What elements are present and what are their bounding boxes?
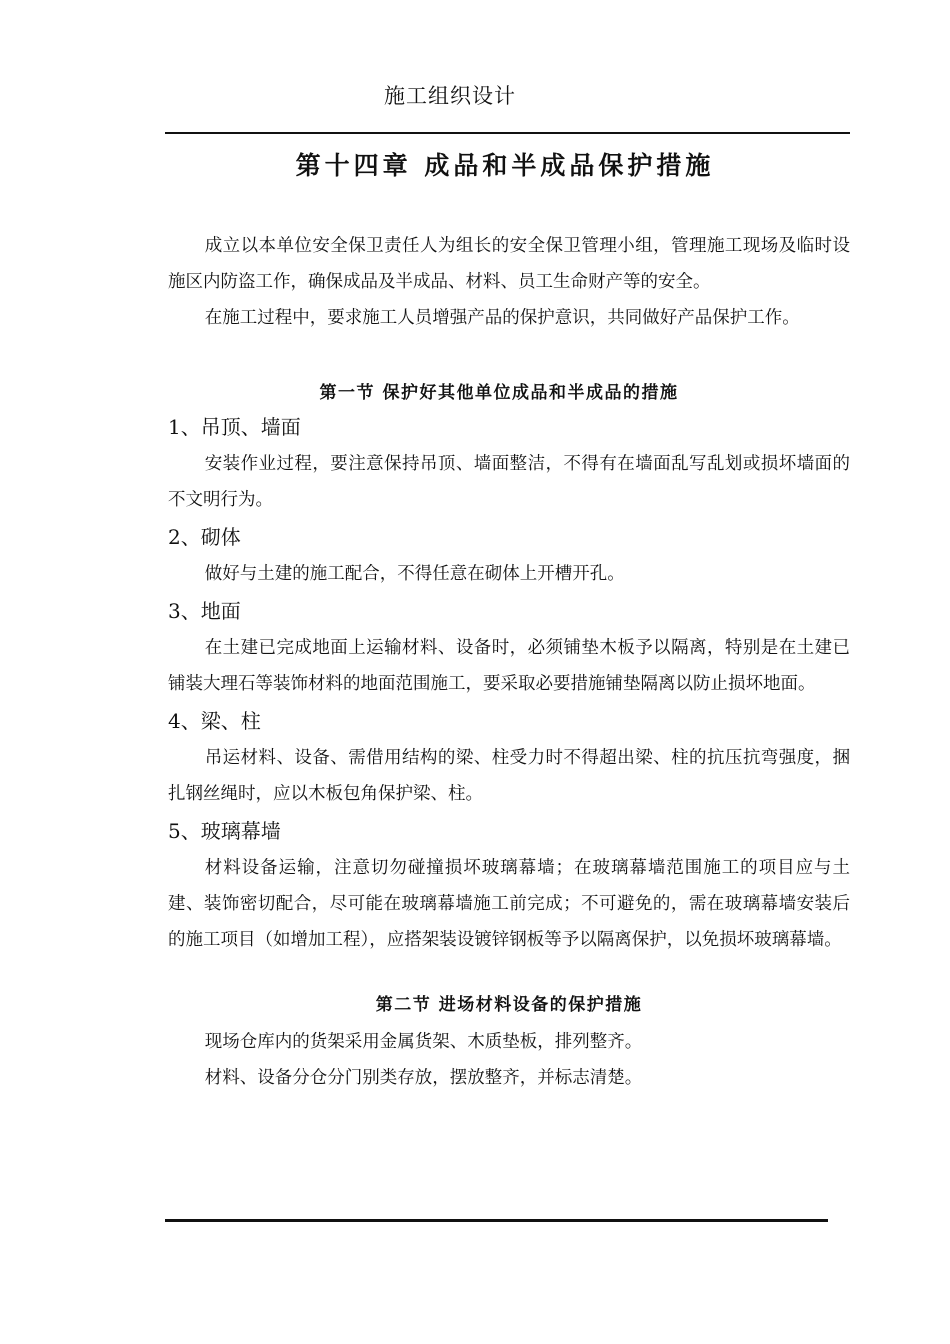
running-header: 施工组织设计 — [384, 84, 516, 108]
item-text-5: 材料设备运输，注意切勿碰撞损坏玻璃幕墙；在玻璃幕墙范围施工的项目应与土建、装饰密切配合，尽可能在玻璃幕墙施工前完成；不可避免的，需在玻璃幕墙安装后的施工项目（如增加工程），应搭架装设镀锌钢板等予以隔离保护，以免损坏玻璃幕墙。 — [168, 858, 850, 950]
intro-paragraph-1: 成立以本单位安全保卫责任人为组长的安全保卫管理小组，管理施工现场及临时设施区内防盗工作，确保成品及半成品、材料、员工生命财产等的安全。 — [168, 236, 850, 292]
section-2-title: 第二节 进场材料设备的保护措施 — [375, 995, 643, 1015]
item-heading-1: 1、吊顶、墙面 — [168, 415, 301, 439]
section-2-paragraph-1: 现场仓库内的货架采用金属货架、木质垫板，排列整齐。 — [204, 1032, 643, 1052]
intro-paragraph-2: 在施工过程中，要求施工人员增强产品的保护意识，共同做好产品保护工作。 — [204, 308, 800, 328]
item-heading-3: 3、地面 — [168, 599, 241, 623]
footer-rule — [165, 1219, 828, 1222]
section-2-paragraph-2: 材料、设备分仓分门别类存放，摆放整齐，并标志清楚。 — [204, 1068, 643, 1088]
chapter-title: 第十四章 成品和半成品保护措施 — [295, 151, 715, 180]
document-body — [168, 228, 850, 1096]
item-text-3: 在土建已完成地面上运输材料、设备时，必须铺垫木板予以隔离，特别是在土建已铺装大理石等装饰材料的地面范围施工，要采取必要措施铺垫隔离以防止损坏地面。 — [168, 638, 850, 694]
header-rule — [165, 132, 850, 134]
item-heading-5: 5、玻璃幕墙 — [168, 819, 281, 843]
item-heading-2: 2、砌体 — [168, 525, 241, 549]
section-1-title: 第一节 保护好其他单位成品和半成品的措施 — [319, 383, 679, 403]
item-text-2: 做好与土建的施工配合，不得任意在砌体上开槽开孔。 — [204, 564, 625, 584]
item-heading-4: 4、梁、柱 — [168, 709, 261, 733]
item-text-4: 吊运材料、设备、需借用结构的梁、柱受力时不得超出梁、柱的抗压抗弯强度，捆扎钢丝绳时，应以木板包角保护梁、柱。 — [168, 748, 850, 804]
item-text-1: 安装作业过程，要注意保持吊顶、墙面整洁，不得有在墙面乱写乱划或损坏墙面的不文明行为。 — [168, 454, 850, 510]
